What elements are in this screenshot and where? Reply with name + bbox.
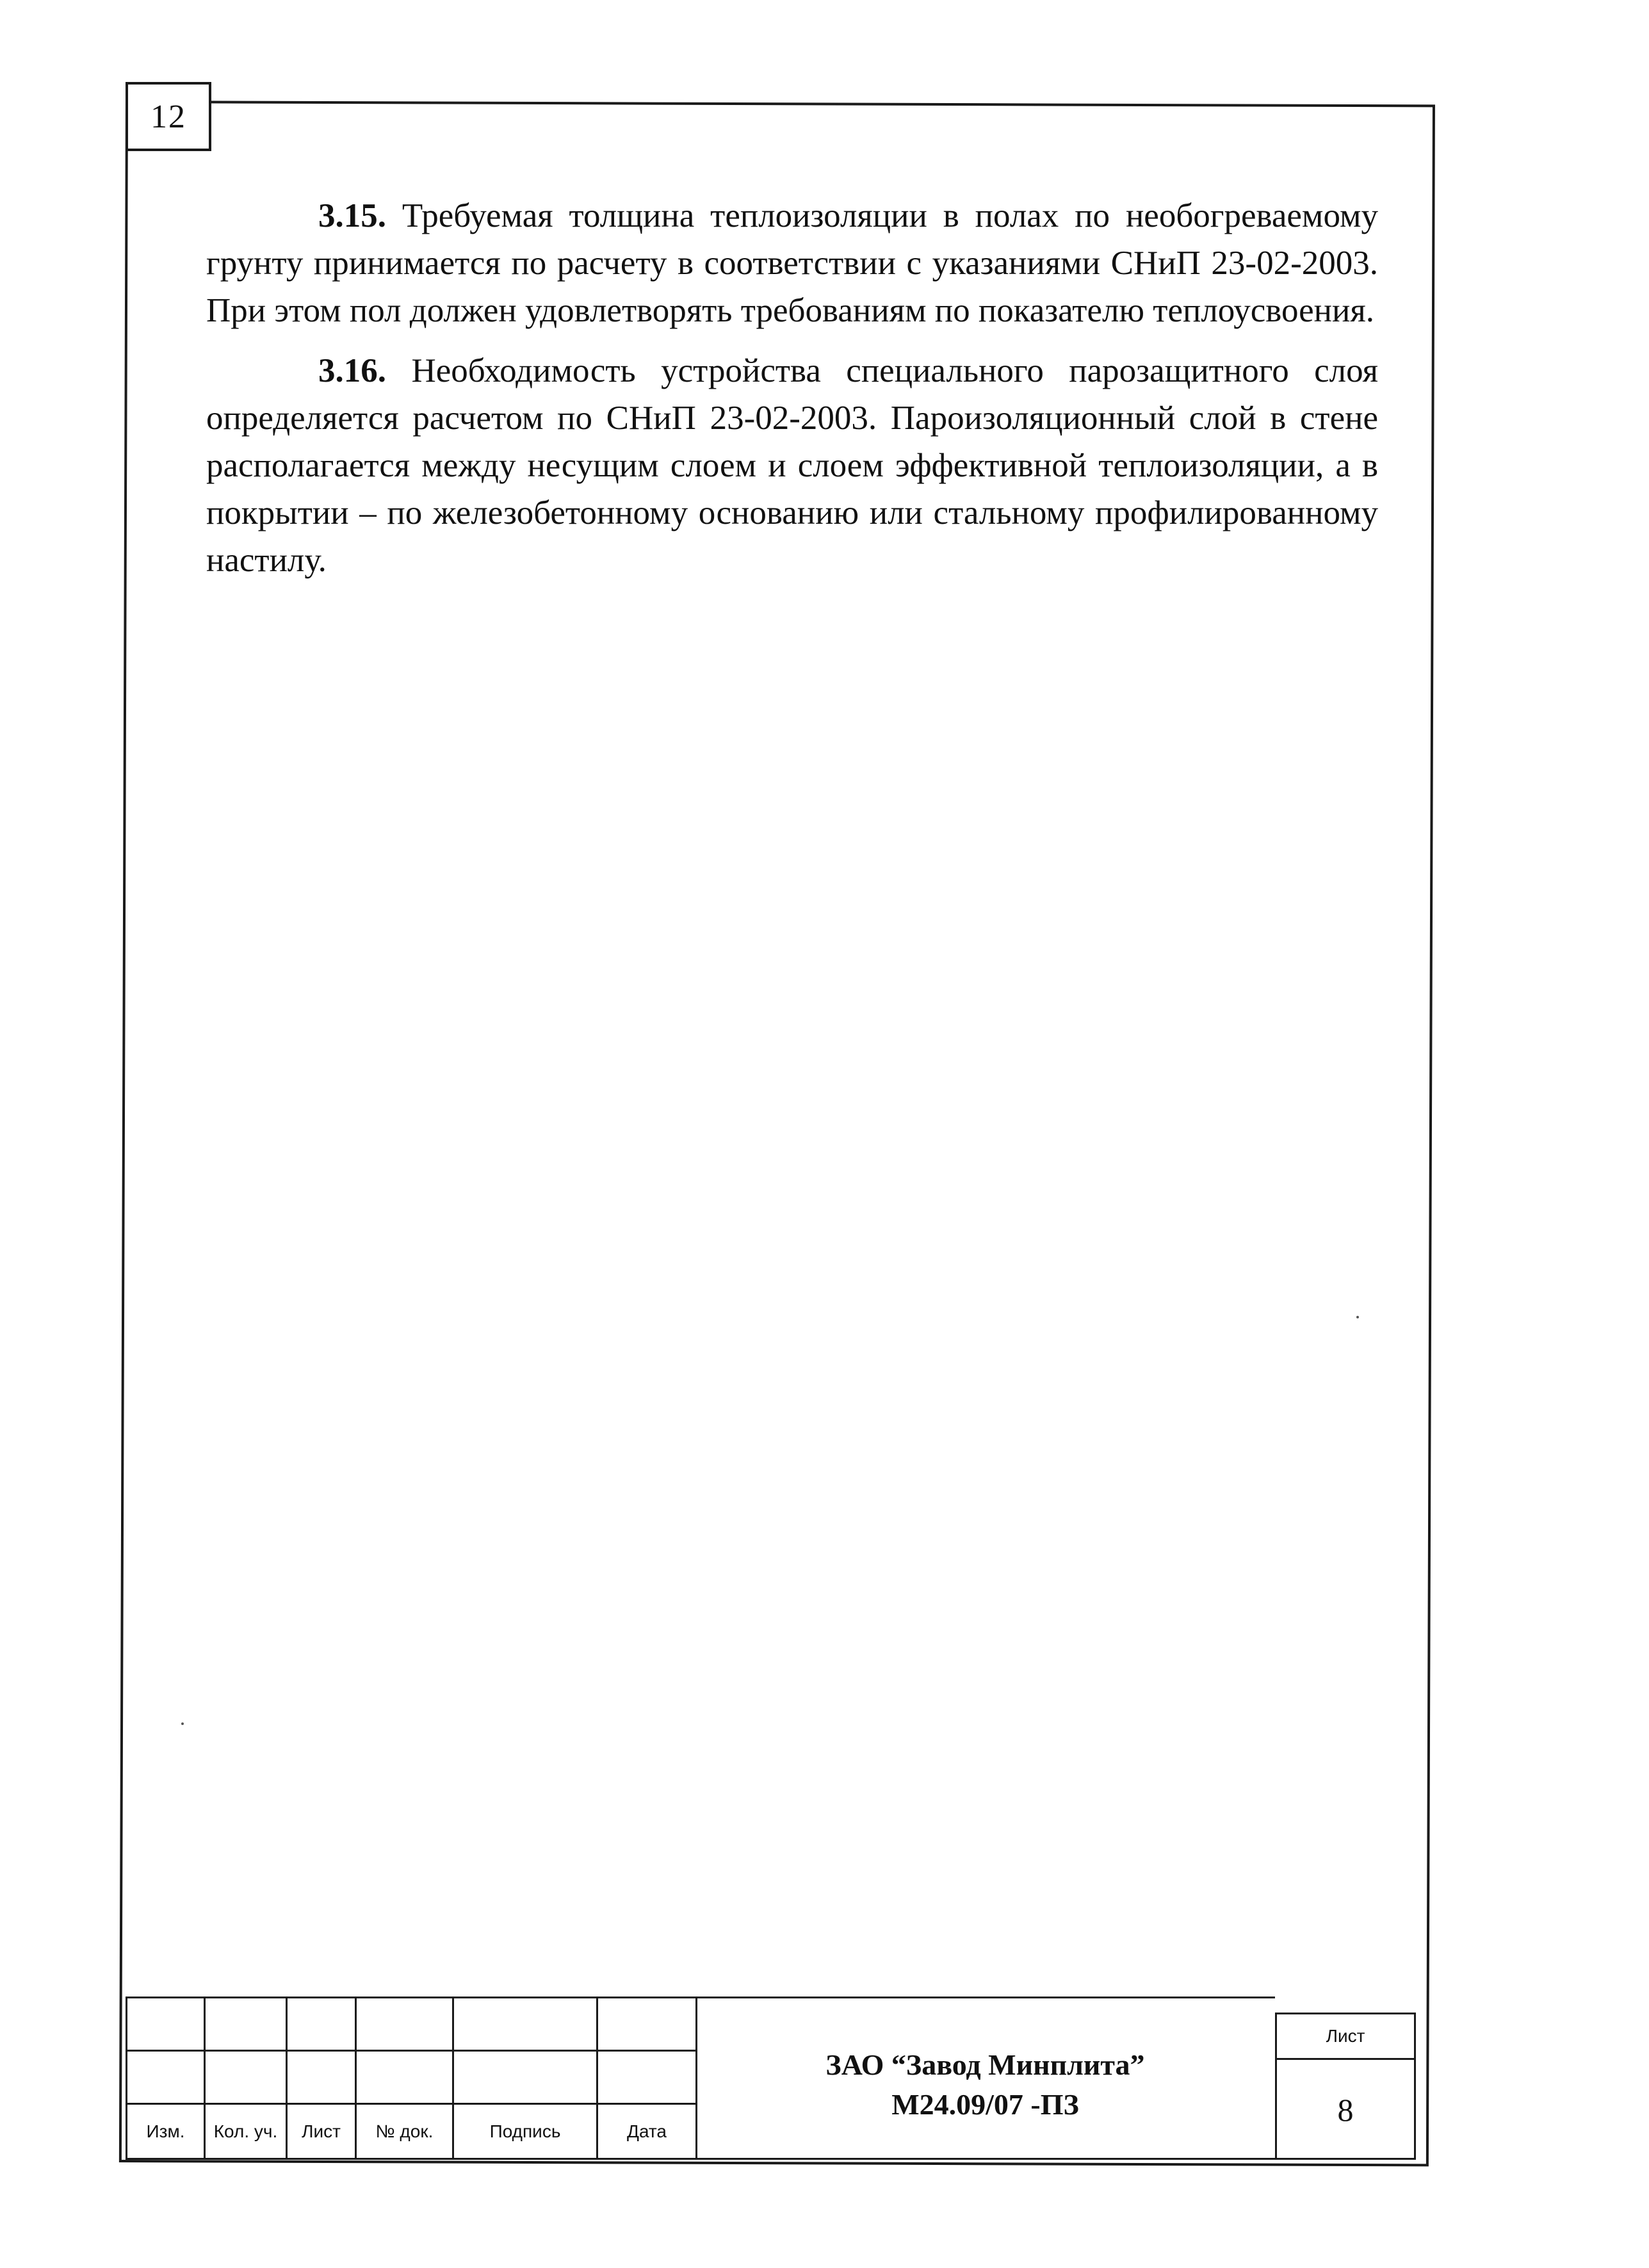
- body-text: [206, 192, 1378, 597]
- table-cell: [127, 1998, 205, 2051]
- table-cell: [287, 1998, 356, 2051]
- paragraph-number: 3.15.: [318, 197, 386, 234]
- paragraph-number: 3.16.: [318, 352, 386, 389]
- header-nom-dok: № док.: [356, 2104, 453, 2159]
- table-cell: [597, 2051, 697, 2104]
- table-cell: [205, 1998, 287, 2051]
- page-number: 12: [150, 98, 186, 135]
- header-kol-uch: Кол. уч.: [205, 2104, 287, 2159]
- paragraph-3-16: [206, 347, 1378, 584]
- table-cell: [453, 1998, 597, 2051]
- document-designation: [695, 1997, 1275, 2160]
- scan-speck: [1356, 1316, 1359, 1318]
- scan-speck: [181, 1722, 184, 1725]
- paragraph-text: Требуемая толщина теплоизоляции в полах по необогреваемому грунту принимается по расчету в соответствии с указаниями СНиП 23-02-2003. При этом пол должен удовлетворять требованиям по показателю теплоусвоения.: [206, 197, 1378, 329]
- revision-table: [126, 1997, 697, 2160]
- paragraph-3-15: [206, 192, 1378, 334]
- revision-row: [127, 1998, 697, 2051]
- table-cell: [287, 2051, 356, 2104]
- header-izm: Изм.: [127, 2104, 205, 2159]
- header-list: Лист: [287, 2104, 356, 2159]
- paragraph-text: Необходимость устройства специального парозащитного слоя определяется расчетом по СНиП 23-02-2003. Пароизоляционный слой в стене располагается между несущим слоем и слоем эффективной теплоизоляции, а в покрытии – по железобетонному основанию или стальному профилированному настилу.: [206, 352, 1378, 579]
- organization-name: ЗАО “Завод Минплита”: [825, 2048, 1145, 2081]
- table-cell: [356, 1998, 453, 2051]
- table-cell: [453, 2051, 597, 2104]
- table-cell: [127, 2051, 205, 2104]
- sheet-number: 8: [1337, 2092, 1354, 2128]
- sheet-cell: [1275, 2013, 1416, 2160]
- sheet-label: Лист: [1277, 2014, 1414, 2060]
- table-cell: [205, 2051, 287, 2104]
- header-podpis: Подпись: [453, 2104, 597, 2159]
- page-number-box: [126, 82, 211, 151]
- table-cell: [597, 1998, 697, 2051]
- header-row: [127, 2104, 697, 2159]
- title-block: [126, 1997, 1416, 2160]
- header-data: Дата: [597, 2104, 697, 2159]
- document-code: М24.09/07 -ПЗ: [891, 2087, 1079, 2121]
- revision-row: [127, 2051, 697, 2104]
- table-cell: [356, 2051, 453, 2104]
